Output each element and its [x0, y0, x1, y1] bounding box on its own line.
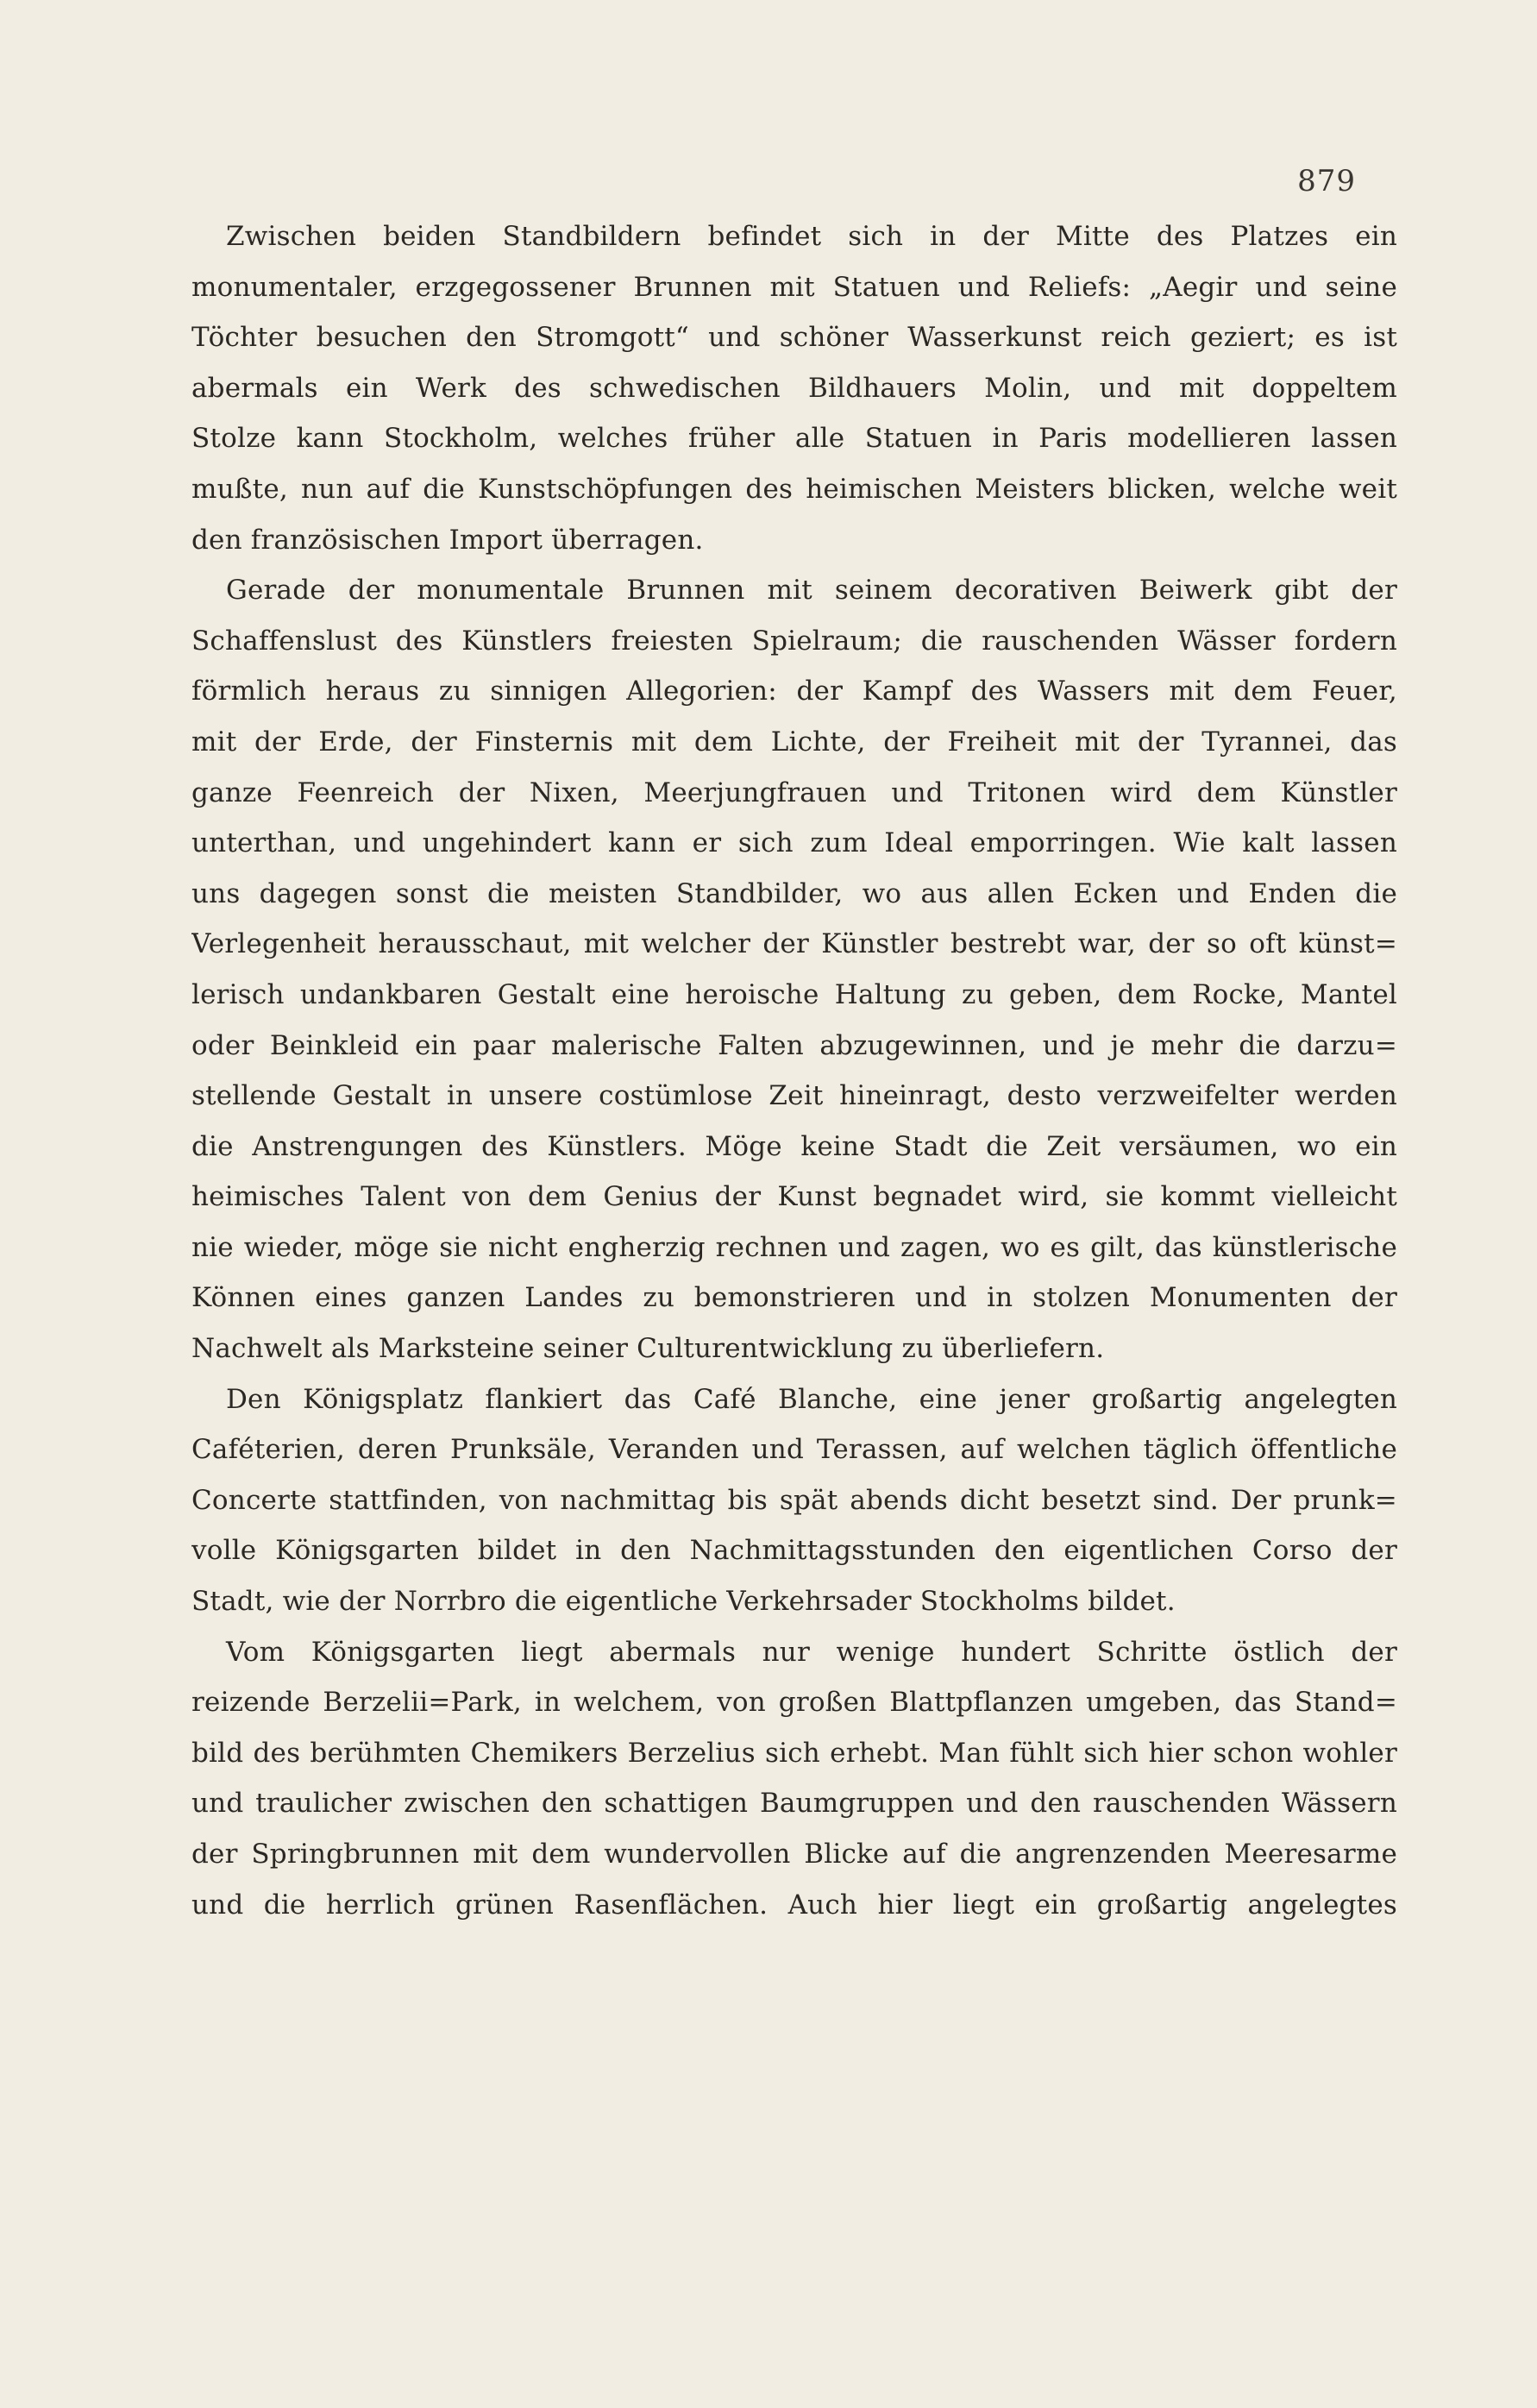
text-line: bild des berühmten Chemikers Berzelius sich erhebt. Man fühlt sich hier schon wohler: [191, 1737, 1397, 1769]
text-line: und traulicher zwischen den schattigen Baumgruppen und den rauschenden Wässern: [191, 1788, 1397, 1820]
text-line: unterthan, und ungehindert kann er sich zum Ideal emporringen. Wie kalt lassen: [191, 827, 1397, 859]
text-line: die Anstrengungen des Künstlers. Möge keine Stadt die Zeit versäumen, wo ein: [191, 1130, 1397, 1162]
text-line: stellende Gestalt in unsere costümlose Zeit hineinragt, desto verzweifelter werden: [191, 1080, 1397, 1112]
body-text: [191, 211, 1397, 1930]
text-line: Vom Königsgarten liegt abermals nur wenige hundert Schritte östlich der: [226, 1636, 1397, 1668]
text-line: nie wieder, möge sie nicht engherzig rechnen und zagen, wo es gilt, das künstlerische: [191, 1231, 1397, 1263]
text-line: abermals ein Werk des schwedischen Bildhauers Molin, und mit doppeltem: [191, 372, 1397, 404]
text-line: reizende Berzelii=Park, in welchem, von großen Blattpflanzen umgeben, das Stand=: [191, 1687, 1397, 1719]
text-line: der Springbrunnen mit dem wundervollen Blicke auf die angrenzenden Meeresarme: [191, 1839, 1397, 1870]
text-line: den französischen Import überragen.: [191, 524, 704, 556]
text-line: mit der Erde, der Finsternis mit dem Lichte, der Freiheit mit der Tyrannei, das: [191, 726, 1397, 758]
text-line: Gerade der monumentale Brunnen mit seinem decorativen Beiwerk gibt der: [226, 575, 1397, 607]
text-line: Verlegenheit herausschaut, mit welcher der Künstler bestrebt war, der so oft künst=: [191, 928, 1397, 960]
text-line: Den Königsplatz flankiert das Café Blanche, eine jener großartig angelegten: [226, 1383, 1397, 1415]
text-line: ganze Feenreich der Nixen, Meerjungfrauen und Tritonen wird dem Künstler: [191, 776, 1397, 808]
text-line: heimisches Talent von dem Genius der Kunst begnadet wird, sie kommt vielleicht: [191, 1181, 1397, 1213]
text-line: und die herrlich grünen Rasenflächen. Auch hier liegt ein großartig angelegtes: [191, 1889, 1397, 1921]
text-line: förmlich heraus zu sinnigen Allegorien: der Kampf des Wassers mit dem Feuer,: [191, 676, 1397, 707]
text-line: Stolze kann Stockholm, welches früher alle Statuen in Paris modellieren lassen: [191, 423, 1397, 455]
page-number: 879: [1297, 164, 1356, 198]
text-line: Nachwelt als Marksteine seiner Culturentwicklung zu überliefern.: [191, 1333, 1105, 1365]
text-line: Schaffenslust des Künstlers freiesten Spielraum; die rauschenden Wässer fordern: [191, 625, 1397, 657]
text-line: Stadt, wie der Norrbro die eigentliche Verkehrsader Stockholms bildet.: [191, 1586, 1176, 1618]
text-line: Concerte stattfinden, von nachmittag bis spät abends dicht besetzt sind. Der prunk=: [191, 1484, 1397, 1516]
text-line: uns dagegen sonst die meisten Standbilder, wo aus allen Ecken und Enden die: [191, 877, 1397, 909]
text-line: Caféterien, deren Prunksäle, Veranden und Terassen, auf welchen täglich öffentliche: [191, 1434, 1397, 1466]
text-line: oder Beinkleid ein paar malerische Falten abzugewinnen, und je mehr die darzu=: [191, 1029, 1397, 1061]
text-line: volle Königsgarten bildet in den Nachmittagsstunden den eigentlichen Corso der: [191, 1535, 1397, 1567]
text-line: monumentaler, erzgegossener Brunnen mit Statuen und Reliefs: „Aegir und seine: [191, 271, 1397, 303]
text-line: lerisch undankbaren Gestalt eine heroische Haltung zu geben, dem Rocke, Mantel: [191, 978, 1397, 1010]
text-line: Töchter besuchen den Stromgott“ und schöner Wasserkunst reich geziert; es ist: [191, 322, 1397, 354]
text-line: Können eines ganzen Landes zu bemonstrieren und in stolzen Monumenten der: [191, 1282, 1397, 1314]
text-line: Zwischen beiden Standbildern befindet sich in der Mitte des Platzes ein: [226, 221, 1397, 252]
text-line: mußte, nun auf die Kunstschöpfungen des heimischen Meisters blicken, welche weit: [191, 473, 1397, 505]
